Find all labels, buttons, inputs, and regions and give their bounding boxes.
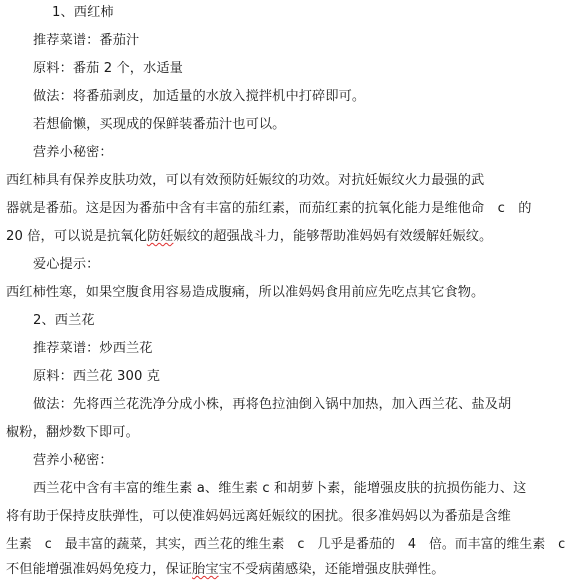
section2-nutrition-line3: 生素 c 最丰富的蔬菜，其实，西兰花的维生素 c 几乎是番茄的 4 倍。而丰富的维生素 c (6, 537, 566, 552)
section1-ingredients: 原料：番茄 2 个，水适量 (33, 61, 183, 76)
section2-method-line1: 做法：先将西兰花洗净分成小株，再将色拉油倒入锅中加热，加入西兰花、盐及胡 (33, 397, 512, 412)
section2-nutrition-line4-part1: 不但能增强准妈妈免疫力，保证 (6, 562, 193, 577)
section1-recipe: 推荐菜谱：番茄汁 (33, 33, 140, 48)
section1-nutrition-line3 (6, 229, 492, 245)
section1-nutrition-line3-part1: 20 倍，可以说是抗氧化 (6, 229, 147, 244)
section2-nutrition-line2: 将有助于保持皮肤弹性，可以使准妈妈远离妊娠纹的困扰。很多准妈妈以为番茄是含维 (6, 509, 511, 524)
section1-lazy-tip: 若想偷懒，买现成的保鲜装番茄汁也可以。 (33, 117, 286, 132)
section1-nutrition-line1: 西红柿具有保养皮肤功效，可以有效预防妊娠纹的功效。对抗妊娠纹火力最强的武 (6, 173, 485, 188)
section1-heading: 1、西红柿 (52, 5, 114, 20)
section1-nutrition-line3-part3: 娠纹的超强战斗力，能够帮助准妈妈有效缓解妊娠纹。 (173, 229, 493, 244)
spellcheck-flagged-word: 胎宝 (192, 562, 219, 577)
section2-recipe: 推荐菜谱：炒西兰花 (33, 341, 153, 356)
section2-heading: 2、西兰花 (33, 313, 95, 328)
section2-ingredients: 原料：西兰花 300 克 (33, 369, 161, 384)
section2-nutrition-heading: 营养小秘密： (33, 453, 113, 468)
section2-method-line2: 椒粉，翻炒数下即可。 (6, 425, 139, 440)
section1-nutrition-heading: 营养小秘密： (33, 145, 113, 160)
section1-nutrition-line2: 器就是番茄。这是因为番茄中含有丰富的茄红素，而茄红素的抗氧化能力是维他命 c 的 (6, 201, 532, 216)
section2-nutrition-line4 (6, 562, 445, 578)
section1-care-text: 西红柿性寒，如果空腹食用容易造成腹痛，所以准妈妈食用前应先吃点其它食物。 (6, 285, 485, 300)
section1-method: 做法：将番茄剥皮，加适量的水放入搅拌机中打碎即可。 (33, 89, 366, 104)
section2-nutrition-line4-part3: 宝不受病菌感染，还能增强皮肤弹性。 (218, 562, 445, 577)
spellcheck-flagged-word: 防妊 (146, 229, 174, 244)
section1-care-heading: 爱心提示： (33, 257, 100, 272)
section2-nutrition-line1: 西兰花中含有丰富的维生素 a、维生素 c 和胡萝卜素，能增强皮肤的抗损伤能力、这 (33, 481, 527, 496)
